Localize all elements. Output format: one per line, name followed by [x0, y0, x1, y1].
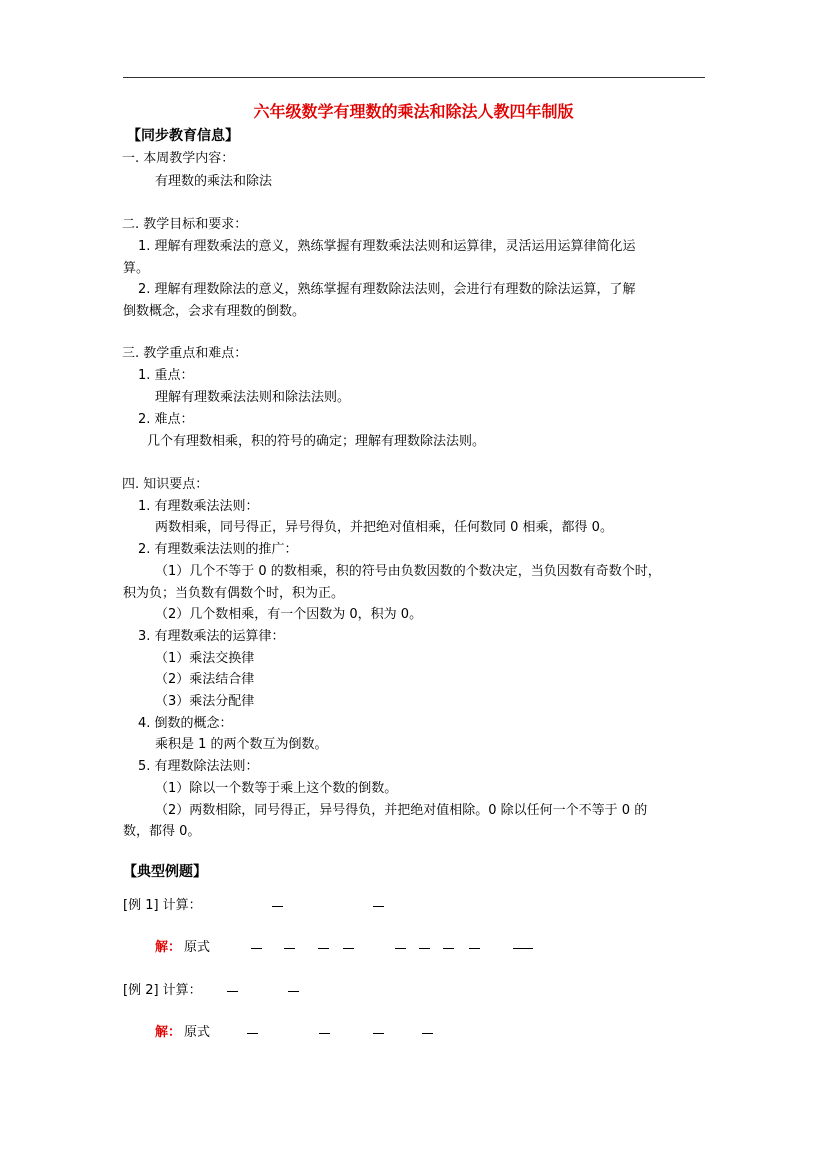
s3-heading: 三. 教学重点和难点： [122, 346, 248, 361]
fraction-bar [373, 906, 384, 907]
k1-label: 1. 有理数乘法法则： [138, 499, 259, 514]
k3-point1: （1）乘法交换律 [155, 651, 255, 666]
k3-label: 3. 有理数乘法的运算律： [138, 629, 285, 644]
k5-point2-line2: 数，都得 0。 [123, 824, 201, 839]
k4-text: 乘积是 1 的两个数互为倒数。 [155, 737, 328, 752]
fraction-bar [288, 991, 299, 992]
k4-label: 4. 倒数的概念： [138, 716, 233, 731]
s4-heading: 四. 知识要点： [122, 477, 209, 492]
fraction-bar [422, 1033, 433, 1034]
s1-heading: 一. 本周教学内容： [122, 151, 235, 166]
s3-key-label: 1. 重点： [138, 368, 194, 383]
fraction-bar [319, 1033, 330, 1034]
fraction-bar [395, 948, 406, 949]
k1-text: 两数相乘，同号得正，异号得负，并把绝对值相乘，任何数同 0 相乘，都得 0。 [155, 520, 613, 535]
s2-item2-line1: 2. 理解有理数除法的意义，熟练掌握有理数除法法则，会进行有理数的除法运算，了解 [138, 282, 636, 297]
fraction-bar [513, 948, 533, 949]
header-rule [123, 77, 705, 78]
fraction-bar [251, 948, 262, 949]
s3-key-text: 理解有理数乘法法则和除法法则。 [155, 390, 351, 405]
k2-label: 2. 有理数乘法法则的推广： [138, 542, 298, 557]
k2-point2: （2）几个数相乘，有一个因数为 0，积为 0。 [155, 607, 423, 622]
s2-item1-line2: 算。 [123, 261, 150, 276]
s2-item1-line1: 1. 理解有理数乘法的意义，熟练掌握有理数乘法法则和运算律，灵活运用运算律简化运 [138, 239, 636, 254]
k2-point1-line1: （1）几个不等于 0 的数相乘，积的符号由负数因数的个数决定，当负因数有奇数个时， [155, 564, 661, 579]
k5-label: 5. 有理数除法法则： [138, 759, 259, 774]
example2-label: [例 2] 计算： [123, 983, 202, 998]
s3-difficulty-text: 几个有理数相乘，积的符号的确定；理解有理数除法法则。 [147, 434, 486, 449]
example1-label: [例 1] 计算： [123, 898, 202, 913]
s3-difficulty-label: 2. 难点： [138, 412, 194, 427]
example2-solution-label: 解： [155, 1025, 182, 1040]
fraction-bar [343, 948, 354, 949]
fraction-bar [284, 948, 295, 949]
fraction-bar [373, 1033, 384, 1034]
fraction-bar [419, 948, 430, 949]
k2-point1-line2: 积为负；当负数有偶数个时，积为正。 [123, 586, 345, 601]
section-heading-info: 【同步教育信息】 [127, 128, 239, 144]
fraction-bar [227, 991, 238, 992]
fraction-bar [469, 948, 480, 949]
example1-solution-text: 原式 [184, 940, 211, 955]
fraction-bar [272, 906, 283, 907]
section-heading-examples: 【典型例题】 [123, 864, 207, 880]
fraction-bar [318, 948, 329, 949]
k5-point2-line1: （2）两数相除，同号得正，异号得负，并把绝对值相除。0 除以任何一个不等于 0 的 [155, 803, 648, 818]
fraction-bar [443, 948, 454, 949]
s1-content: 有理数的乘法和除法 [155, 174, 273, 189]
fraction-bar [247, 1033, 258, 1034]
s2-item2-line2: 倒数概念，会求有理数的倒数。 [123, 304, 306, 319]
k3-point2: （2）乘法结合律 [155, 672, 255, 687]
document-title: 六年级数学有理数的乘法和除法人教四年制版 [253, 102, 574, 121]
example1-solution-label: 解： [155, 940, 182, 955]
k5-point1: （1）除以一个数等于乘上这个数的倒数。 [155, 781, 398, 796]
k3-point3: （3）乘法分配律 [155, 694, 255, 709]
s2-heading: 二. 教学目标和要求： [122, 217, 248, 232]
example2-solution-text: 原式 [184, 1025, 211, 1040]
